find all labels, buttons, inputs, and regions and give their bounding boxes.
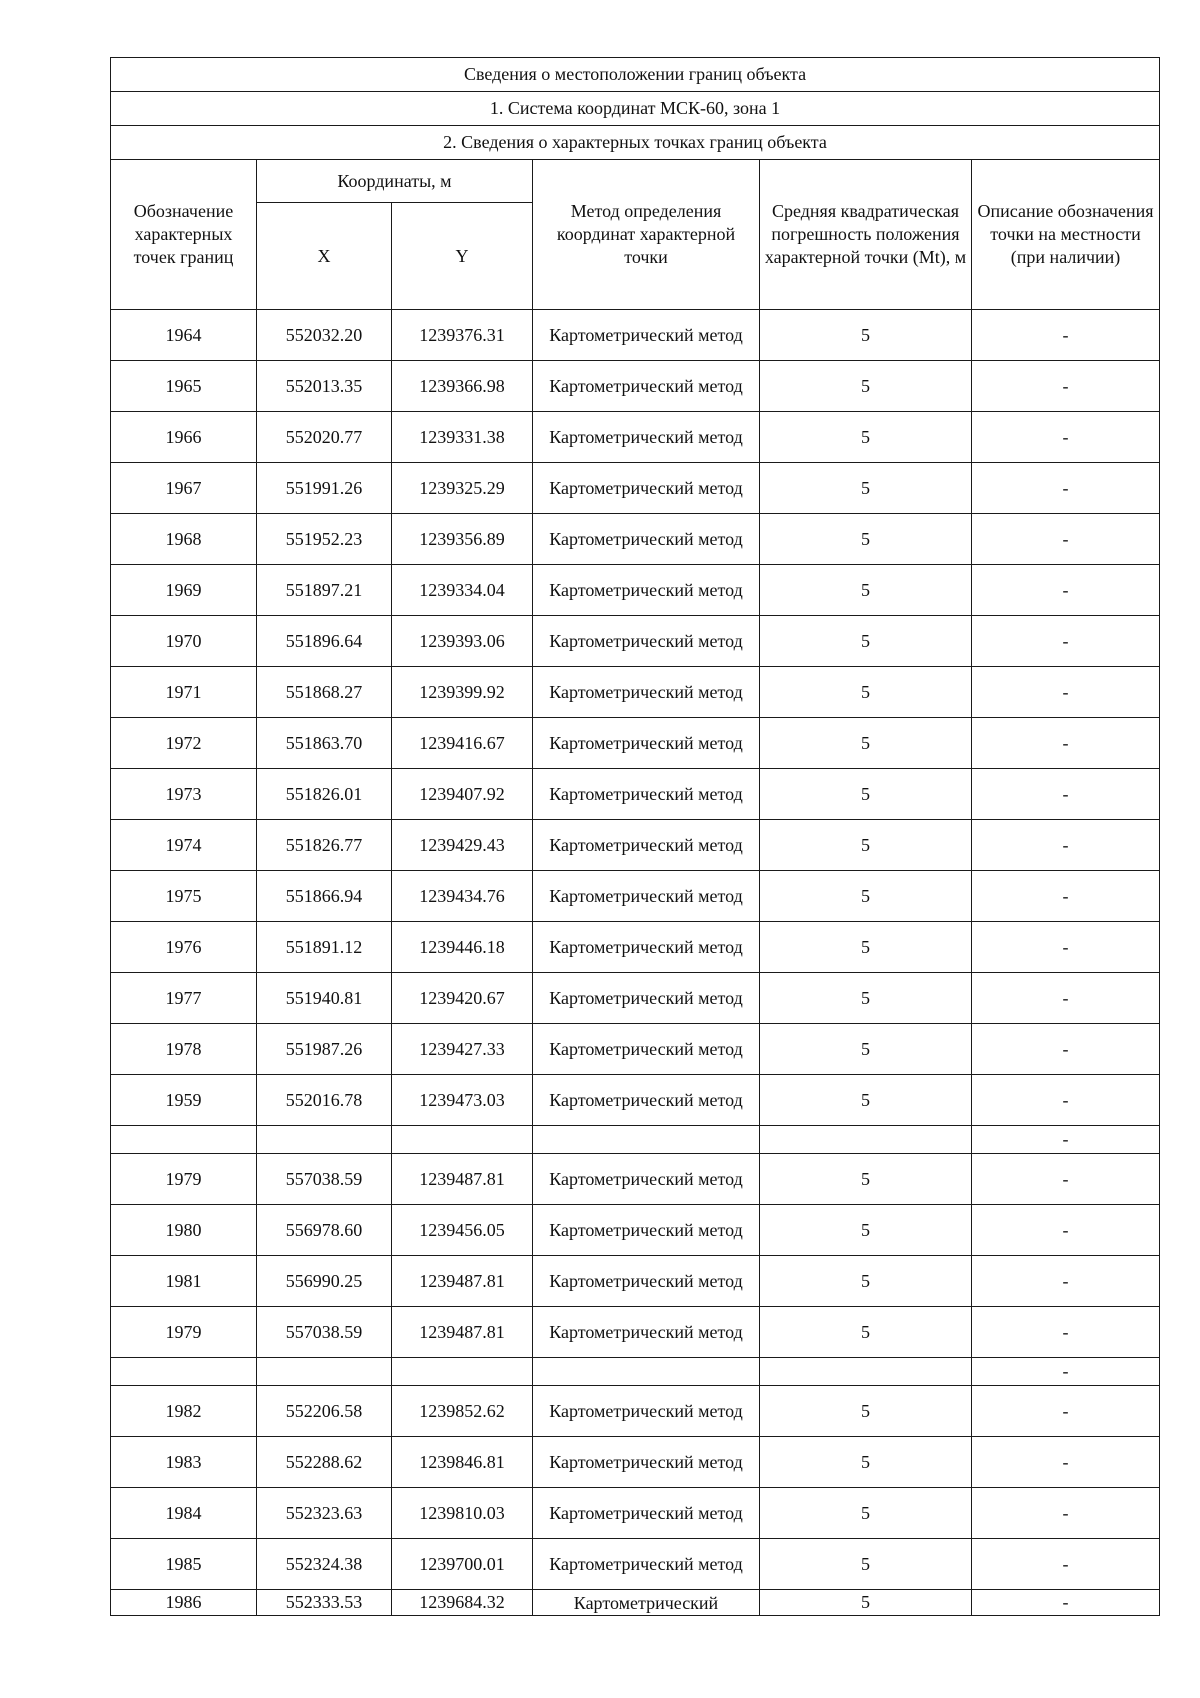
x-coordinate-cell: 551940.81 [257,973,392,1024]
y-coordinate-cell: 1239684.32 [392,1590,533,1616]
x-coordinate-cell: 557038.59 [257,1154,392,1205]
table-row [111,769,1160,820]
description-cell: - [972,1358,1160,1386]
header-error: Средняя квадратическая погрешность положения характерной точки (Mt), м [760,160,972,310]
x-coordinate-cell: 556990.25 [257,1256,392,1307]
table-row [111,361,1160,412]
description-cell: - [972,1024,1160,1075]
method-cell: Картометрический метод [533,769,760,820]
description-cell: - [972,1205,1160,1256]
description-cell: - [972,412,1160,463]
header-description: Описание обозначения точки на местности (при наличии) [972,160,1160,310]
description-cell: - [972,616,1160,667]
table-row [111,565,1160,616]
description-cell: - [972,820,1160,871]
boundary-coordinates-table [110,57,1160,1616]
error-cell: 5 [760,1256,972,1307]
error-cell: 5 [760,361,972,412]
point-cell: 1984 [111,1488,257,1539]
x-coordinate-cell: 551991.26 [257,463,392,514]
point-cell: 1973 [111,769,257,820]
y-coordinate-cell: 1239325.29 [392,463,533,514]
description-cell: - [972,1307,1160,1358]
coordinate-system-heading: 1. Система координат МСК-60, зона 1 [111,92,1160,126]
error-cell: 5 [760,1488,972,1539]
y-coordinate-cell: 1239331.38 [392,412,533,463]
description-cell: - [972,310,1160,361]
table-row [111,463,1160,514]
table-title: Сведения о местоположении границ объекта [111,58,1160,92]
y-coordinate-cell [392,1126,533,1154]
error-cell: 5 [760,616,972,667]
method-cell: Картометрический метод [533,1154,760,1205]
x-coordinate-cell: 552206.58 [257,1386,392,1437]
x-coordinate-cell: 551987.26 [257,1024,392,1075]
description-cell: - [972,973,1160,1024]
y-coordinate-cell: 1239700.01 [392,1539,533,1590]
error-cell: 5 [760,565,972,616]
method-cell: Картометрический метод [533,1307,760,1358]
table-row [111,1307,1160,1358]
table-row [111,514,1160,565]
description-cell: - [972,1126,1160,1154]
point-cell: 1977 [111,973,257,1024]
method-cell [533,1358,760,1386]
error-cell [760,1358,972,1386]
method-cell: Картометрический метод [533,922,760,973]
point-cell: 1972 [111,718,257,769]
y-coordinate-cell: 1239334.04 [392,565,533,616]
point-cell: 1967 [111,463,257,514]
error-cell: 5 [760,1205,972,1256]
x-coordinate-cell [257,1358,392,1386]
method-cell: Картометрический метод [533,1024,760,1075]
error-cell: 5 [760,1437,972,1488]
method-cell: Картометрический метод [533,616,760,667]
separator-row [111,1358,1160,1386]
y-coordinate-cell: 1239407.92 [392,769,533,820]
y-coordinate-cell: 1239376.31 [392,310,533,361]
point-cell: 1969 [111,565,257,616]
description-cell: - [972,565,1160,616]
point-cell: 1968 [111,514,257,565]
description-cell: - [972,1386,1160,1437]
x-coordinate-cell: 552016.78 [257,1075,392,1126]
table-row [111,616,1160,667]
description-cell: - [972,1590,1160,1616]
point-cell [111,1358,257,1386]
header-point-label: Обозначение характерных точек границ [111,160,257,310]
point-cell: 1974 [111,820,257,871]
method-cell: Картометрический метод [533,565,760,616]
description-cell: - [972,1488,1160,1539]
y-coordinate-cell: 1239416.67 [392,718,533,769]
table-row [111,718,1160,769]
point-cell: 1982 [111,1386,257,1437]
method-cell: Картометрический [533,1590,760,1616]
x-coordinate-cell: 552323.63 [257,1488,392,1539]
y-coordinate-cell: 1239393.06 [392,616,533,667]
table-row [111,1205,1160,1256]
x-coordinate-cell: 552020.77 [257,412,392,463]
x-coordinate-cell: 552013.35 [257,361,392,412]
x-coordinate-cell: 551897.21 [257,565,392,616]
y-coordinate-cell: 1239427.33 [392,1024,533,1075]
point-cell: 1975 [111,871,257,922]
method-cell: Картометрический метод [533,1256,760,1307]
point-cell: 1970 [111,616,257,667]
method-cell: Картометрический метод [533,667,760,718]
x-coordinate-cell: 551826.01 [257,769,392,820]
error-cell: 5 [760,718,972,769]
method-cell: Картометрический метод [533,718,760,769]
error-cell: 5 [760,310,972,361]
description-cell: - [972,718,1160,769]
separator-row [111,1126,1160,1154]
points-section-heading: 2. Сведения о характерных точках границ объекта [111,126,1160,160]
error-cell: 5 [760,769,972,820]
error-cell: 5 [760,922,972,973]
table-row [111,1386,1160,1437]
y-coordinate-cell: 1239446.18 [392,922,533,973]
x-coordinate-cell: 552324.38 [257,1539,392,1590]
y-coordinate-cell: 1239852.62 [392,1386,533,1437]
y-coordinate-cell: 1239434.76 [392,871,533,922]
x-coordinate-cell: 551952.23 [257,514,392,565]
y-coordinate-cell: 1239356.89 [392,514,533,565]
y-coordinate-cell: 1239456.05 [392,1205,533,1256]
error-cell: 5 [760,412,972,463]
x-coordinate-cell: 551891.12 [257,922,392,973]
method-cell: Картометрический метод [533,1386,760,1437]
description-cell: - [972,1075,1160,1126]
description-cell: - [972,1539,1160,1590]
table-row [111,412,1160,463]
error-cell: 5 [760,667,972,718]
table-row [111,1256,1160,1307]
description-cell: - [972,667,1160,718]
method-cell: Картометрический метод [533,514,760,565]
point-cell: 1966 [111,412,257,463]
description-cell: - [972,871,1160,922]
point-cell: 1959 [111,1075,257,1126]
error-cell: 5 [760,1539,972,1590]
error-cell: 5 [760,1386,972,1437]
description-cell: - [972,514,1160,565]
x-coordinate-cell [257,1126,392,1154]
coordinate-system-row [111,92,1160,126]
method-cell: Картометрический метод [533,1437,760,1488]
table-row [111,1024,1160,1075]
x-coordinate-cell: 552288.62 [257,1437,392,1488]
description-cell: - [972,1437,1160,1488]
table-row [111,922,1160,973]
y-coordinate-cell: 1239487.81 [392,1154,533,1205]
table-row [111,1488,1160,1539]
error-cell: 5 [760,463,972,514]
description-cell: - [972,922,1160,973]
y-coordinate-cell [392,1358,533,1386]
error-cell: 5 [760,1154,972,1205]
table-row [111,667,1160,718]
method-cell: Картометрический метод [533,1205,760,1256]
method-cell: Картометрический метод [533,1075,760,1126]
point-cell: 1978 [111,1024,257,1075]
header-row-top [111,160,1160,203]
x-coordinate-cell: 551863.70 [257,718,392,769]
method-cell: Картометрический метод [533,310,760,361]
table-row [111,871,1160,922]
y-coordinate-cell: 1239429.43 [392,820,533,871]
table-row [111,1437,1160,1488]
table-row [111,973,1160,1024]
point-cell: 1985 [111,1539,257,1590]
error-cell [760,1126,972,1154]
error-cell: 5 [760,820,972,871]
x-coordinate-cell: 556978.60 [257,1205,392,1256]
point-cell: 1986 [111,1590,257,1616]
x-coordinate-cell: 557038.59 [257,1307,392,1358]
header-coordinates: Координаты, м [257,160,533,203]
error-cell: 5 [760,1075,972,1126]
point-cell: 1983 [111,1437,257,1488]
point-cell: 1965 [111,361,257,412]
method-cell: Картометрический метод [533,412,760,463]
y-coordinate-cell: 1239846.81 [392,1437,533,1488]
point-cell: 1980 [111,1205,257,1256]
x-coordinate-cell: 551866.94 [257,871,392,922]
header-x: X [257,203,392,310]
error-cell: 5 [760,973,972,1024]
method-cell: Картометрический метод [533,1539,760,1590]
error-cell: 5 [760,871,972,922]
description-cell: - [972,1154,1160,1205]
method-cell: Картометрический метод [533,871,760,922]
point-cell [111,1126,257,1154]
x-coordinate-cell: 552333.53 [257,1590,392,1616]
point-cell: 1976 [111,922,257,973]
table-row [111,1590,1160,1616]
table-title-row [111,58,1160,92]
y-coordinate-cell: 1239487.81 [392,1256,533,1307]
point-cell: 1971 [111,667,257,718]
method-cell: Картометрический метод [533,361,760,412]
error-cell: 5 [760,1590,972,1616]
x-coordinate-cell: 551896.64 [257,616,392,667]
error-cell: 5 [760,1307,972,1358]
error-cell: 5 [760,1024,972,1075]
table-row [111,1154,1160,1205]
y-coordinate-cell: 1239420.67 [392,973,533,1024]
method-cell: Картометрический метод [533,1488,760,1539]
point-cell: 1964 [111,310,257,361]
y-coordinate-cell: 1239810.03 [392,1488,533,1539]
description-cell: - [972,463,1160,514]
error-cell: 5 [760,514,972,565]
header-y: Y [392,203,533,310]
x-coordinate-cell: 552032.20 [257,310,392,361]
x-coordinate-cell: 551868.27 [257,667,392,718]
table-row [111,1075,1160,1126]
method-cell [533,1126,760,1154]
table-row [111,310,1160,361]
y-coordinate-cell: 1239366.98 [392,361,533,412]
points-section-row [111,126,1160,160]
y-coordinate-cell: 1239487.81 [392,1307,533,1358]
description-cell: - [972,361,1160,412]
point-cell: 1979 [111,1307,257,1358]
y-coordinate-cell: 1239473.03 [392,1075,533,1126]
point-cell: 1981 [111,1256,257,1307]
method-cell: Картометрический метод [533,463,760,514]
method-cell: Картометрический метод [533,973,760,1024]
description-cell: - [972,1256,1160,1307]
description-cell: - [972,769,1160,820]
x-coordinate-cell: 551826.77 [257,820,392,871]
point-cell: 1979 [111,1154,257,1205]
method-cell: Картометрический метод [533,820,760,871]
table-row [111,820,1160,871]
y-coordinate-cell: 1239399.92 [392,667,533,718]
table-row [111,1539,1160,1590]
header-method: Метод определения координат характерной точки [533,160,760,310]
